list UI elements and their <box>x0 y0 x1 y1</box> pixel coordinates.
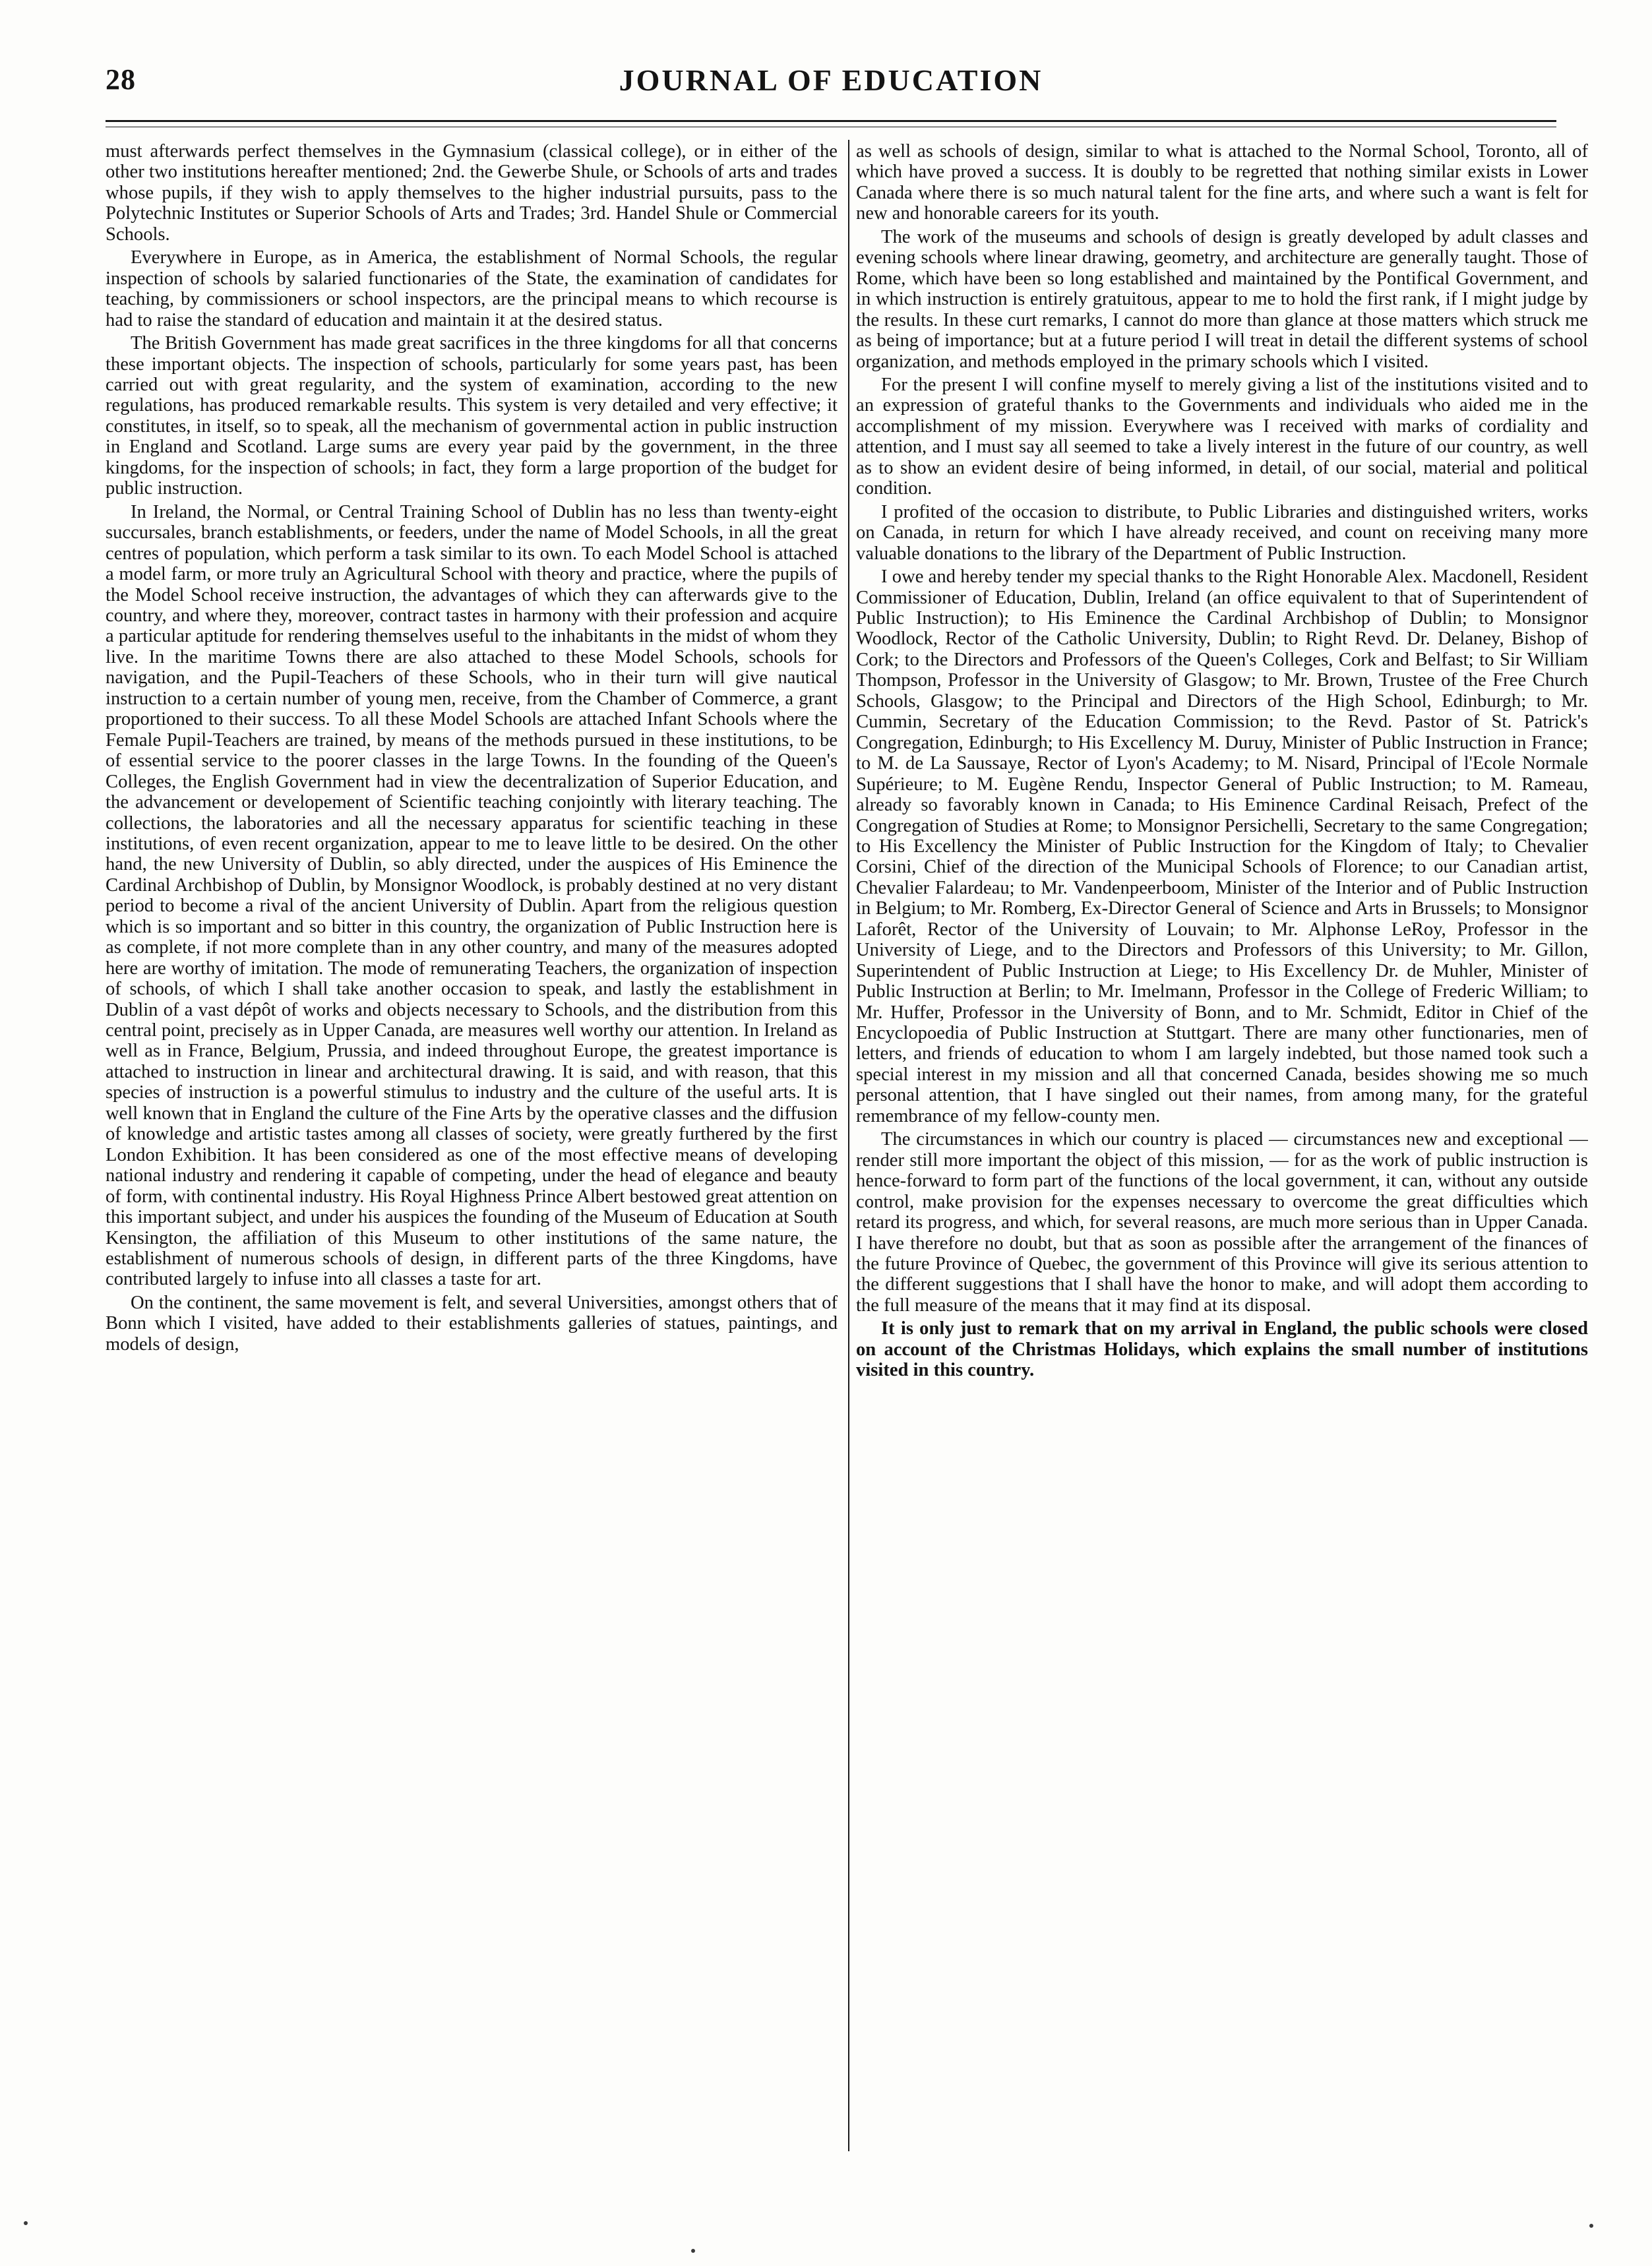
right-paragraph: The work of the museums and schools of design is greatly developed by adult classes and evening schools where linear drawing, geometry, and architecture are generally taught. Those of Rome, which have been so long established and maintained by the Pontifical Government, and in which instruction is entirely gratuitous, appear to me to hold the first rank, if I might judge by the results. In these curt remarks, I cannot do more than glance at those matters which struck me as being of importance; but at a future period I will treat in detail the different systems of school organization, and methods employed in the primary schools which I visited. <box>856 226 1588 372</box>
page-header <box>106 63 1556 109</box>
left-paragraph: On the continent, the same movement is felt, and several Universities, amongst others that of Bonn which I visited, have added to their establishments galleries of statues, paintings, and models of design, <box>106 1292 838 1355</box>
scan-speck <box>1589 2224 1593 2228</box>
left-paragraph: Everywhere in Europe, as in America, the establishment of Normal Schools, the regular inspection of schools by salaried functionaries of the State, the examination of candidates for teaching, by commissioners or school inspectors, are the principal means to which recourse is had to raise the standard of education and maintain it at the desired status. <box>106 247 838 330</box>
scan-speck <box>24 2221 28 2225</box>
left-paragraph: must afterwards perfect themselves in the Gymnasium (classical college), or in either of the other two institutions hereafter mentioned; 2nd. the Gewerbe Shule, or Schools of arts and trades whose pupils, if they wish to apply themselves to the higher industrial pursuits, pass to the Polytechnic Institutes or Superior Schools of Arts and Trades; 3rd. Handel Shule or Commercial Schools. <box>106 141 838 245</box>
right-paragraph: as well as schools of design, similar to what is attached to the Normal School, Toronto, all of which have proved a success. It is doubly to be regretted that nothing similar exists in Lower Canada where there is so much natural talent for the fine arts, and where such a want is felt for new and honorable careers for its youth. <box>856 141 1588 224</box>
left-column <box>106 141 838 2153</box>
page-number: 28 <box>106 63 136 96</box>
right-paragraph-closing: It is only just to remark that on my arrival in England, the public schools were closed on account of the Christmas Holidays, which explains the small number of institutions visited in this country. <box>856 1318 1588 1381</box>
right-paragraph: I profited of the occasion to distribute, to Public Libraries and distinguished writers, works on Canada, in return for which I have already received, and count on receiving many more valuable donations to the library of the Department of Public Instruction. <box>856 501 1588 564</box>
column-divider <box>848 140 849 2151</box>
right-paragraph: The circumstances in which our country is placed — circumstances new and exceptional — render still more important the object of this mission, — for as the work of public instruction is hence-forward to form part of the functions of the local government, it can, without any outside control, make provision for the expenses necessary to overcome the great difficulties which retard its progress, and which, for several reasons, are much more serious than in Upper Canada. I have therefore no doubt, but that as soon as possible after the arrangement of the finances of the future Province of Quebec, the government of this Province will give its serious attention to the different suggestions that I shall have the honor to make, and will adopt them according to the full measure of the means that it may find at its disposal. <box>856 1129 1588 1316</box>
right-paragraph: For the present I will confine myself to merely giving a list of the institutions visited and to an expression of grateful thanks to the Governments and individuals who aided me in the accomplishment of my mission. Everywhere was I received with marks of cordiality and attention, and I must say all seemed to take a lively interest in the future of our country, as well as to show an evident desire of being informed, in detail, of our social, material and political condition. <box>856 374 1588 499</box>
running-head: JOURNAL OF EDUCATION <box>619 63 1043 97</box>
right-paragraph: I owe and hereby tender my special thanks to the Right Honorable Alex. Macdonell, Resident Commissioner of Education, Dublin, Ireland (an office equivalent to that of Superintendent of Public Instruction); to His Eminence the Cardinal Archbishop of Dublin; to Monsignor Woodlock, Rector of the Catholic University, Dublin; to Right Revd. Dr. Delaney, Bishop of Cork; to the Directors and Professors of the Queen's Colleges, Cork and Belfast; to Sir William Thompson, Professor in the University of Glasgow; to Mr. Brown, Trustee of the Free Church Schools, Glasgow; to the Principal and Directors of the High School, Edinburgh; to Mr. Cummin, Secretary of the Education Commission; to the Revd. Pastor of St. Patrick's Congregation, Edinburgh; to His Excellency M. Duruy, Minister of Public Instruction in France; to M. de La Saussaye, Rector of Lyon's Academy; to M. Nisard, Principal of l'Ecole Normale Supérieure; to M. Eugène Rendu, Inspector General of Public Instruction; to M. Rameau, already so favorably known in Canada; to His Eminence Cardinal Reisach, Prefect of the Congregation of Studies at Rome; to Monsignor Persichelli, Secretary to the same Congregation; to His Excellency the Minister of Public Instruction for the Kingdom of Italy; to Chevalier Corsini, Chief of the direction of the Municipal Schools of Florence; to our Canadian artist, Chevalier Falardeau; to Mr. Vandenpeerboom, Minister of the Interior and of Public Instruction in Belgium; to Mr. Romberg, Ex-Director General of Science and Arts in Brussels; to Monsignor Laforêt, Rector of the University of Louvain; to Mr. Alphonse LeRoy, Professor in the University of Liege, and to the Directors and Professors of this University; to Mr. Gillon, Superintendent of Public Instruction at Liege; to His Excellency Dr. de Muhler, Minister of Public Instruction at Berlin; to Mr. Imelmann, Professor in the College of Frederic William; to Mr. Huffer, Professor in the University of Bonn, and to Mr. Schmidt, Editor in Chief of the Encyclopoedia of Public Instruction at Stuttgart. There are many other functionaries, men of letters, and friends of education to whom I am largely indebted, but those named took such a special interest in my mission and all that concerned Canada, besides showing me so much personal attention, that I have singled out their names, from among many, for the grateful remembrance of my fellow-county men. <box>856 566 1588 1126</box>
left-paragraph: The British Government has made great sacrifices in the three kingdoms for all that concerns these important objects. The inspection of schools, particularly for some years past, has been carried out with great regularity, and the system of examination, according to the new regulations, has produced remarkable results. This system is very detailed and very effective; it constitutes, in itself, so to speak, all the mechanism of governmental action in public instruction in England and Scotland. Large sums are every year paid by the government, in the three kingdoms, for the inspection of schools; in fact, they form a large proportion of the budget for public instruction. <box>106 333 838 499</box>
left-paragraph: In Ireland, the Normal, or Central Training School of Dublin has no less than twenty-eight succursales, branch establishments, or feeders, under the name of Model Schools, in all the great centres of population, which perform a task similar to its own. To each Model School is attached a model farm, or more truly an Agricultural School with theory and practice, where the pupils of the Model School receive instruction, the advantages of which they can afterwards give to the country, and where they, moreover, contract tastes in harmony with their profession and acquire a particular aptitude for rendering themselves useful to the inhabitants in the midst of whom they live. In the maritime Towns there are also attached to these Model Schools, schools for navigation, and the Pupil-Teachers of these Schools, who in their turn will give nautical instruction to a certain number of young men, receive, from the Chamber of Commerce, a grant proportioned to their success. To all these Model Schools are attached Infant Schools where the Female Pupil-Teachers are trained, by means of the methods pursued in these institutions, to be of essential service to the poorer classes in the large Towns. In the founding of the Queen's Colleges, the English Government had in view the decentralization of Superior Education, and the advancement or developement of Scientific teaching conjointly with literary teaching. The collections, the laboratories and all the necessary apparatus for scientific teaching in these institutions, of even recent organization, appear to me to leave little to be desired. On the other hand, the new University of Dublin, so ably directed, under the auspices of His Eminence the Cardinal Archbishop of Dublin, by Monsignor Woodlock, is probably destined at no very distant period to become a rival of the ancient University of Dublin. Apart from the religious question which is so important and so bitter in this country, the organization of Public Instruction here is as complete, if not more complete than in any other country, and many of the measures adopted here are worthy of imitation. The mode of remunerating Teachers, the organization of inspection of schools, of which I shall take another occasion to speak, and lastly the establishment in Dublin of a vast dépôt of works and objects necessary to Schools, and the distribution from this central point, precisely as in Upper Canada, are measures well worthy our attention. In Ireland as well as in France, Belgium, Prussia, and indeed throughout Europe, the greatest importance is attached to instruction in linear and architectural drawing. It is said, and with reason, that this species of instruction is a powerful stimulus to industry and the culture of the useful arts. It is well known that in England the culture of the Fine Arts by the operative classes and the diffusion of knowledge and artistic tastes among all classes of society, were greatly furthered by the first London Exhibition. It has been considered as one of the most effective means of developing national industry and rendering it capable of competing, under the head of elegance and beauty of form, with continental industry. His Royal Highness Prince Albert bestowed great attention on this important subject, and under his auspices the founding of the Museum of Education at South Kensington, the affiliation of this Museum to other institutions of the same nature, the establishment of numerous schools of design, in different parts of the three Kingdoms, have contributed largely to infuse into all classes a taste for art. <box>106 501 838 1290</box>
right-column <box>856 141 1588 2153</box>
header-rule <box>106 120 1556 122</box>
scan-speck <box>691 2249 695 2253</box>
